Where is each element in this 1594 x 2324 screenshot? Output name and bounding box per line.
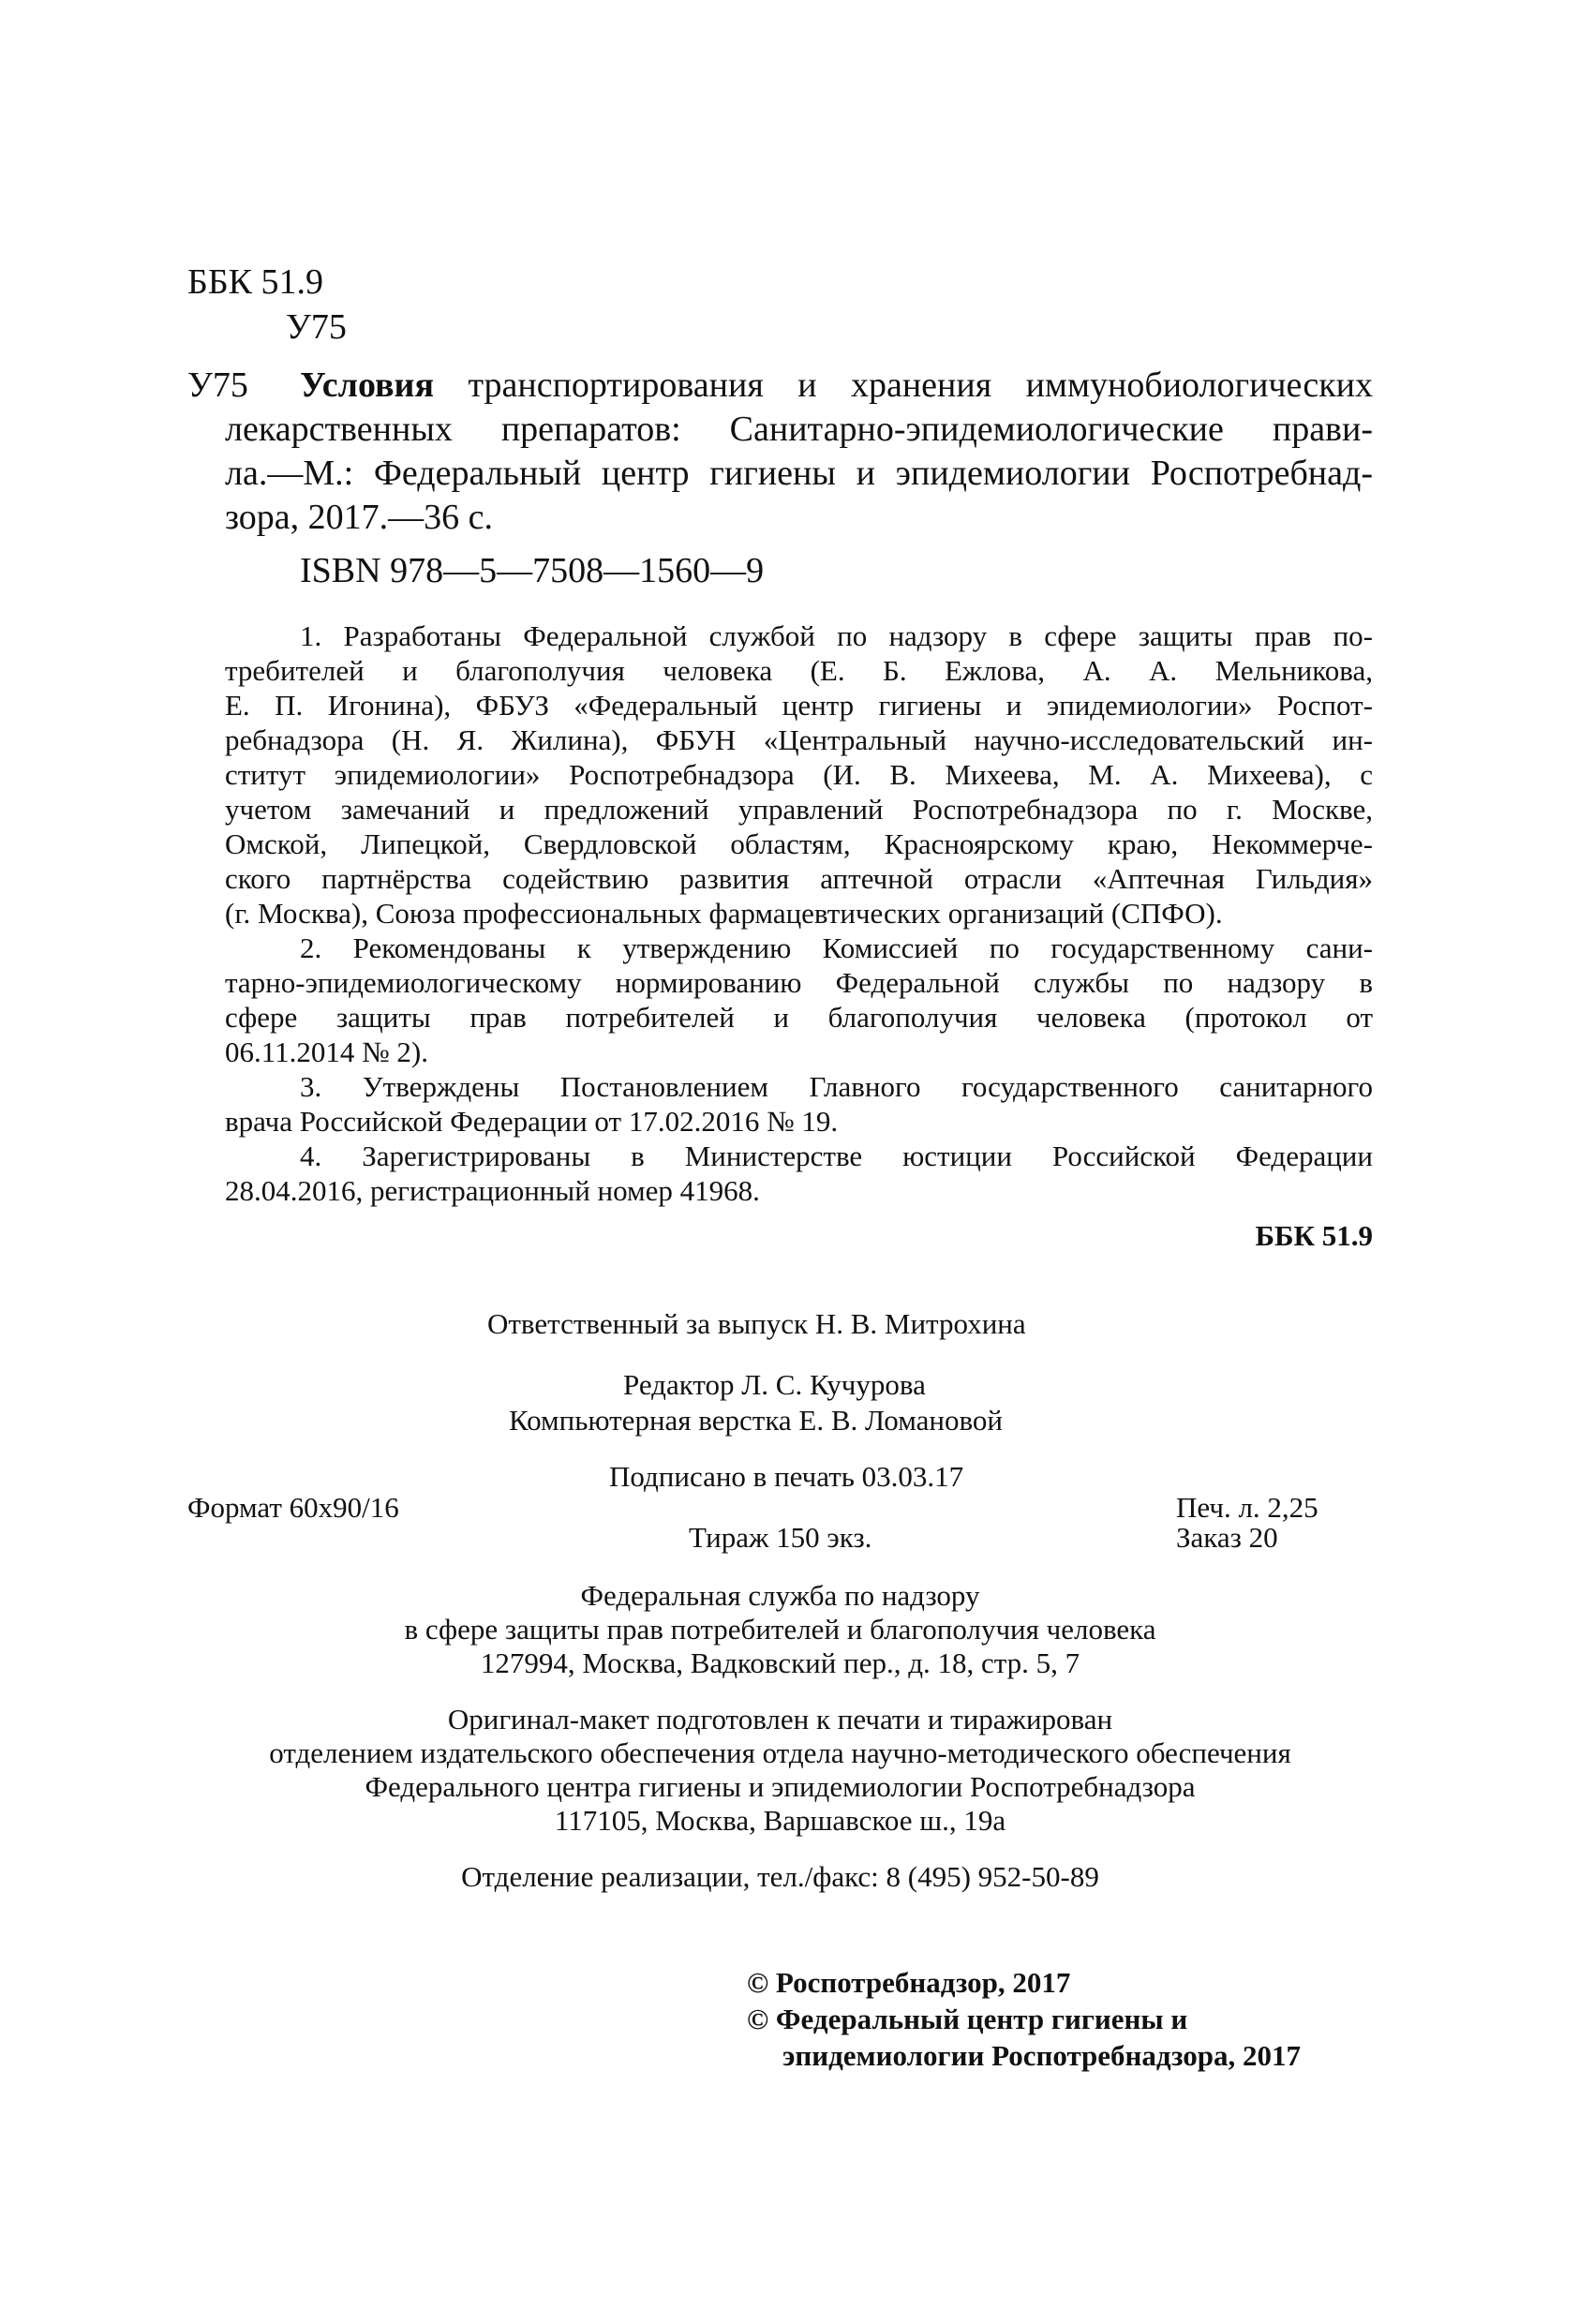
record-line-1	[300, 364, 1373, 408]
record-author-mark: У75	[187, 365, 248, 405]
note-2-line: 06.11.2014 № 2).	[225, 1035, 428, 1068]
note-1-line: ститут эпидемиологии» Роспотребнадзора (И. В. Михеева, М. А. Михеева), с	[225, 758, 1373, 791]
copyright-line: © Федеральный центр гигиены и	[747, 2003, 1188, 2035]
note-2-line: 2. Рекомендованы к утверждению Комиссией по государственному сани-	[300, 931, 1373, 964]
note-2-line: тарно-эпидемиологическому нормированию Федеральной службы по надзору в	[225, 966, 1373, 999]
note-4-line: 28.04.2016, регистрационный номер 41968.	[225, 1174, 760, 1207]
note-3-line: врача Российской Федерации от 17.02.2016 № 19.	[225, 1105, 839, 1138]
copyright-line: © Роспотребнадзор, 2017	[747, 1966, 1071, 1999]
record-line-1-rest: транспортирования и хранения иммунобиологических	[468, 365, 1374, 405]
note-1-line: Омской, Липецкой, Свердловской областям, Красноярскому краю, Некоммерче-	[225, 827, 1373, 860]
note-1-line: требителей и благополучия человека (Е. Б. Ежлова, А. А. Мельникова,	[225, 654, 1373, 687]
note-2-line: сфере защиты прав потребителей и благополучия человека (протокол от	[225, 1001, 1373, 1034]
bbk-code-top: ББК 51.9	[187, 262, 323, 302]
record-line-2: лекарственных препаратов: Санитарно-эпидемиологические прави-	[225, 410, 1373, 449]
record-title-bold: Условия	[300, 365, 435, 405]
print-sheets: Печ. л. 2,25	[1176, 1491, 1318, 1524]
record-line-4: зора, 2017.—36 с.	[225, 498, 494, 537]
print-run: Тираж 150 экз.	[689, 1521, 872, 1554]
signed-for-print: Подписано в печать 03.03.17	[609, 1460, 964, 1493]
note-1-line: учетом замечаний и предложений управлений Роспотребнадзора по г. Москве,	[225, 793, 1373, 826]
responsible-editor: Ответственный за выпуск Н. В. Митрохина	[487, 1307, 1026, 1340]
note-1-line: ребнадзора (Н. Я. Жилина), ФБУН «Центральный научно-исследовательский ин-	[225, 723, 1373, 756]
sales-department: Отделение реализации, тел./факс: 8 (495) 952-50-89	[461, 1860, 1099, 1893]
note-1-line: 1. Разработаны Федеральной службой по надзору в сфере защиты прав по-	[300, 619, 1373, 652]
copyright-line: эпидемиологии Роспотребнадзора, 2017	[782, 2039, 1301, 2072]
editor: Редактор Л. С. Кучурова	[623, 1368, 926, 1401]
bbk-code-bottom: ББК 51.9	[1255, 1219, 1373, 1252]
original-layout-line: отделением издательского обеспечения отдела научно-методического обеспечения	[269, 1736, 1291, 1769]
publisher-line: Федеральная служба по надзору	[580, 1579, 980, 1612]
original-layout-line: Оригинал-макет подготовлен к печати и тиражирован	[447, 1703, 1113, 1736]
layout-designer: Компьютерная верстка Е. В. Ломановой	[509, 1404, 1003, 1437]
publisher-line: 127994, Москва, Вадковский пер., д. 18, стр. 5, 7	[480, 1646, 1080, 1679]
original-layout-line: Федерального центра гигиены и эпидемиологии Роспотребнадзора	[365, 1770, 1196, 1803]
original-layout-line: 117105, Москва, Варшавское ш., 19а	[554, 1804, 1006, 1837]
note-1-line: Е. П. Игонина), ФБУЗ «Федеральный центр гигиены и эпидемиологии» Роспот-	[225, 689, 1373, 722]
publisher-line: в сфере защиты прав потребителей и благополучия человека	[404, 1613, 1156, 1646]
note-4-line: 4. Зарегистрированы в Министерстве юстиции Российской Федерации	[300, 1140, 1373, 1172]
note-1-line: (г. Москва), Союза профессиональных фармацевтических организаций (СПФО).	[225, 897, 1223, 930]
record-line-3: ла.—М.: Федеральный центр гигиены и эпидемиологии Роспотребнад-	[225, 454, 1373, 493]
note-1-line: ского партнёрства содействию развития аптечной отрасли «Аптечная Гильдия»	[225, 862, 1373, 895]
paper-format: Формат 60x90/16	[187, 1491, 399, 1524]
order-number: Заказ 20	[1176, 1521, 1278, 1554]
author-mark-top: У75	[286, 307, 347, 347]
isbn: ISBN 978—5—7508—1560—9	[300, 551, 765, 590]
note-3-line: 3. Утверждены Постановлением Главного государственного санитарного	[300, 1070, 1373, 1103]
